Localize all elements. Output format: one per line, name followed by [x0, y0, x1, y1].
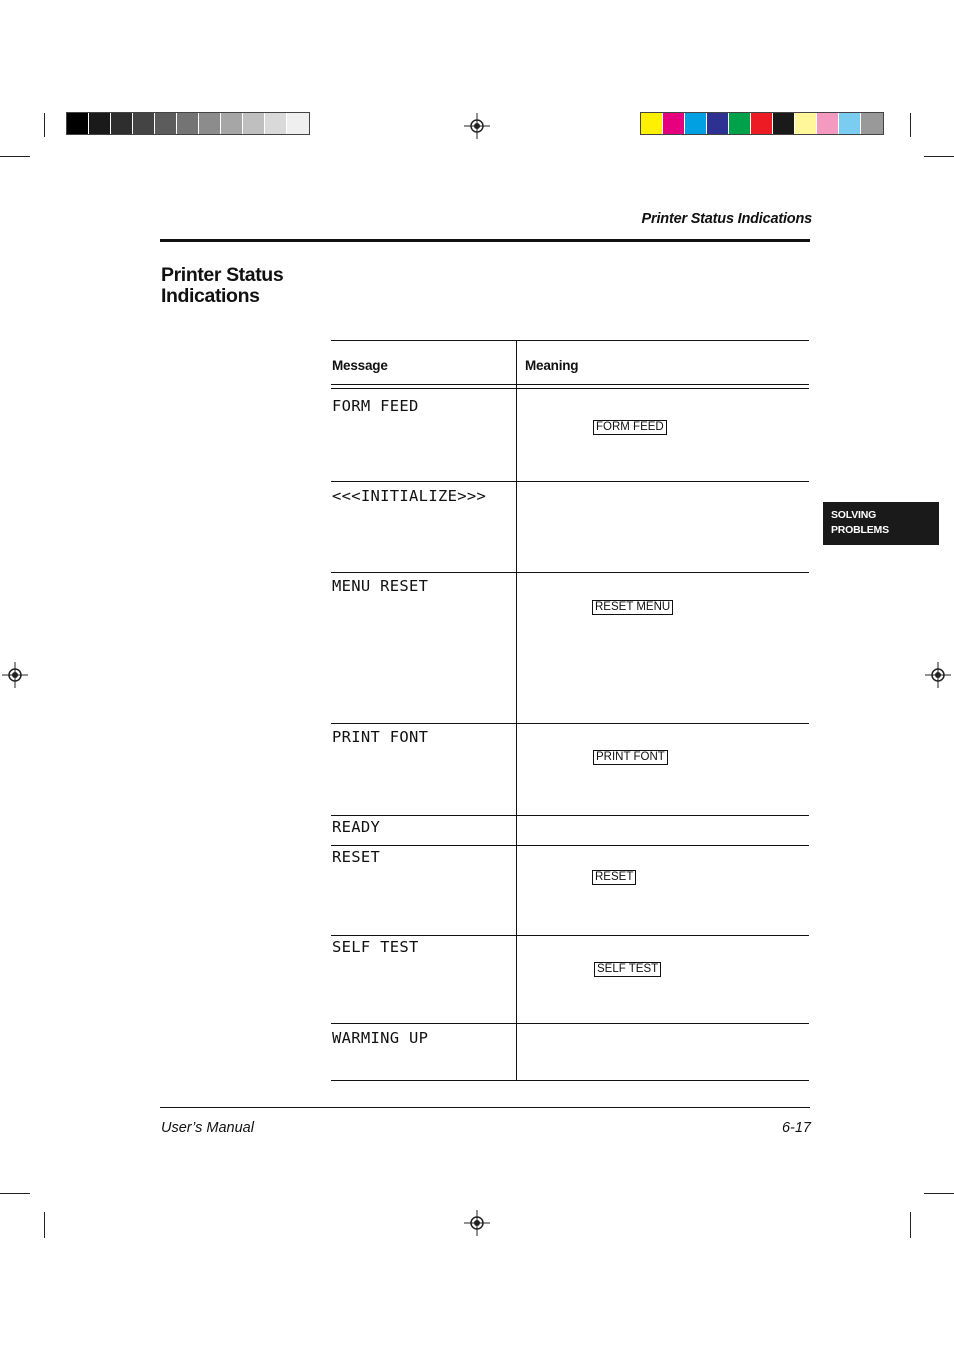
color-swatch	[729, 113, 751, 134]
running-head: Printer Status Indications	[641, 211, 812, 227]
crop-mark	[0, 156, 30, 157]
color-swatch	[861, 113, 883, 134]
table-row-message: SELF TEST	[332, 938, 419, 956]
color-swatch	[685, 113, 707, 134]
table-header-row	[331, 341, 809, 385]
color-swatch	[155, 113, 177, 134]
row-divider	[331, 845, 809, 846]
section-title-line: Printer Status	[161, 264, 284, 286]
panel-key-label: RESET MENU	[592, 600, 673, 615]
crop-mark	[0, 1193, 30, 1194]
footer-rule	[160, 1107, 810, 1108]
color-swatch	[265, 113, 287, 134]
color-swatch	[199, 113, 221, 134]
row-divider	[331, 481, 809, 482]
color-swatch	[111, 113, 133, 134]
crop-mark	[44, 1212, 45, 1238]
header-rule	[160, 239, 810, 242]
footer-manual-title: User’s Manual	[161, 1120, 254, 1136]
table-bottom-rule	[331, 1080, 809, 1081]
table-rule	[331, 388, 809, 389]
table-row-message: READY	[332, 818, 381, 836]
crop-mark	[924, 156, 954, 157]
table-row-message: PRINT FONT	[332, 728, 429, 746]
color-swatch	[177, 113, 199, 134]
color-swatch	[663, 113, 685, 134]
panel-key-label: SELF TEST	[594, 962, 661, 977]
color-swatch	[89, 113, 111, 134]
chapter-tab-line: PROBLEMS	[831, 524, 889, 536]
color-swatch	[773, 113, 795, 134]
table-row-message: <<<INITIALIZE>>>	[332, 487, 487, 505]
row-divider	[331, 723, 809, 724]
registration-mark-icon	[464, 1210, 490, 1236]
row-divider	[331, 1023, 809, 1024]
grayscale-calibration-strip	[66, 112, 310, 135]
table-row-message: FORM FEED	[332, 397, 419, 415]
table-rule	[331, 384, 809, 385]
chapter-tab-line: SOLVING	[831, 509, 877, 521]
registration-mark-icon	[464, 113, 490, 139]
crop-mark	[924, 1193, 954, 1194]
registration-mark-icon	[925, 662, 951, 688]
table-row-message: WARMING UP	[332, 1029, 429, 1047]
color-swatch	[641, 113, 663, 134]
panel-key-label: RESET	[592, 870, 636, 885]
color-swatch	[287, 113, 309, 134]
color-swatch	[795, 113, 817, 134]
crop-mark	[910, 113, 911, 137]
registration-mark-icon	[2, 662, 28, 688]
row-divider	[331, 935, 809, 936]
color-swatch	[707, 113, 729, 134]
section-title	[161, 265, 361, 307]
row-divider	[331, 572, 809, 573]
crop-mark	[910, 1212, 911, 1238]
table-row-message: MENU RESET	[332, 577, 429, 595]
table-row-message: RESET	[332, 848, 381, 866]
color-calibration-strip	[640, 112, 884, 135]
color-swatch	[751, 113, 773, 134]
color-swatch	[67, 113, 89, 134]
color-swatch	[839, 113, 861, 134]
color-swatch	[221, 113, 243, 134]
row-divider	[331, 815, 809, 816]
color-swatch	[133, 113, 155, 134]
panel-key-label: FORM FEED	[593, 420, 667, 435]
column-header-message: Message	[332, 358, 388, 373]
column-divider	[516, 341, 517, 1080]
chapter-tab	[823, 502, 939, 545]
color-swatch	[817, 113, 839, 134]
column-header-meaning: Meaning	[525, 358, 579, 373]
section-title-line: Indications	[161, 285, 260, 307]
panel-key-label: PRINT FONT	[593, 750, 668, 765]
crop-mark	[44, 113, 45, 137]
page-number: 6-17	[781, 1120, 811, 1136]
color-swatch	[243, 113, 265, 134]
